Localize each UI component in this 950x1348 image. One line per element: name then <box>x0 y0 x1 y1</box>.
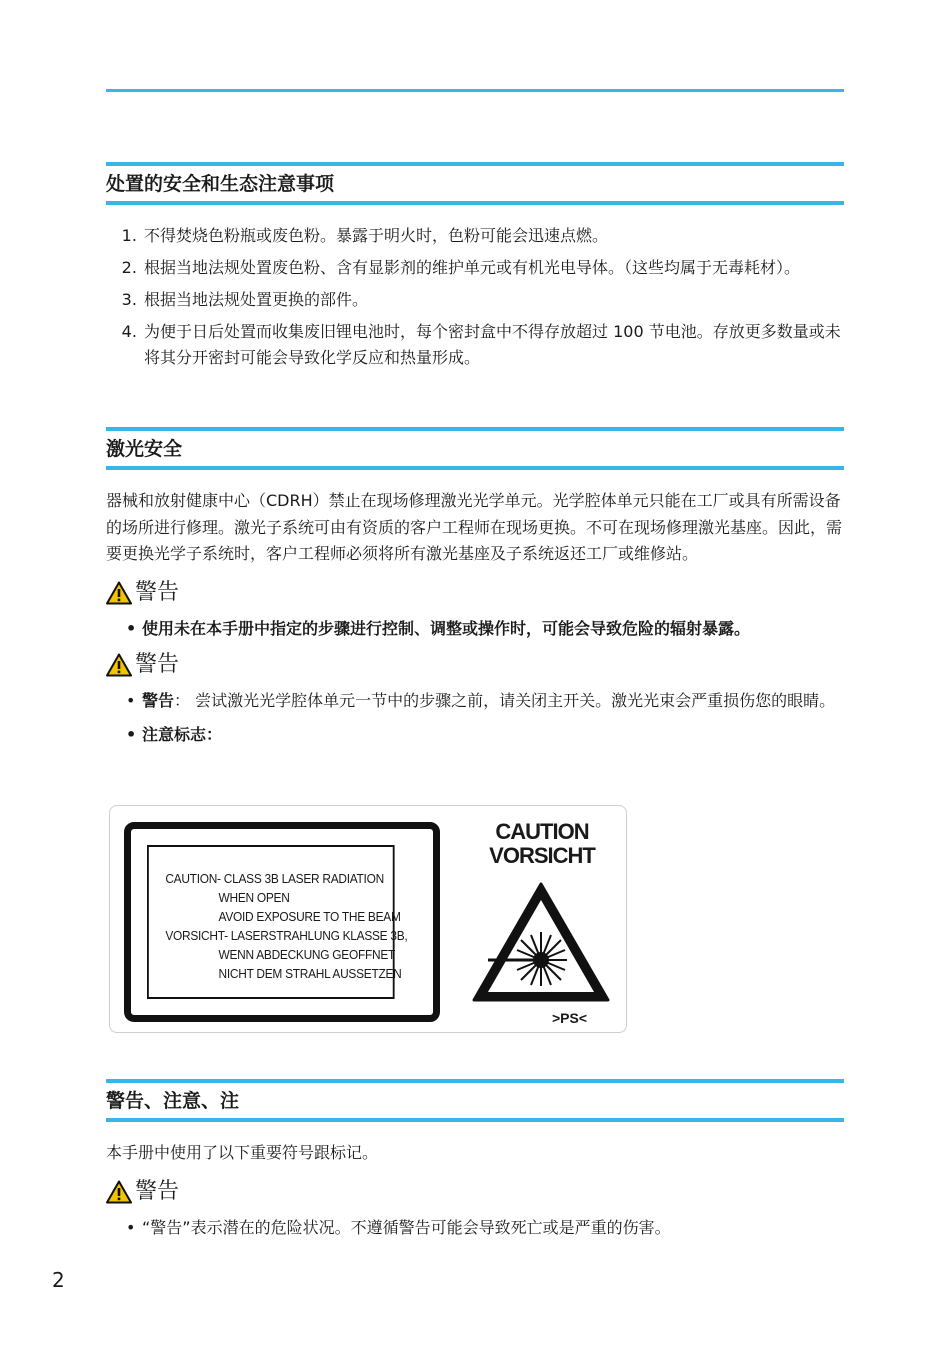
warning-list <box>106 1215 844 1241</box>
label-line: CAUTION- CLASS 3B LASER RADIATION <box>165 871 384 886</box>
warning-label: 警告 <box>135 579 180 605</box>
label-line: AVOID EXPOSURE TO THE BEAM <box>218 909 401 924</box>
symbols-paragraph: 本手册中使用了以下重要符号跟标记。 <box>106 1143 379 1162</box>
label-line: NICHT DEM STRAHL AUSSETZEN <box>218 966 402 981</box>
list-item: 3. 根据当地法规处置更换的部件。 <box>142 287 844 313</box>
laser-hazard-icon <box>470 880 612 1004</box>
section-disposal <box>106 162 844 377</box>
warning-prefix: 警告 <box>142 690 175 710</box>
section-title: 激光安全 <box>106 427 844 470</box>
label-text-block <box>147 845 408 999</box>
caution-word: CAUTION <box>495 819 589 844</box>
laser-paragraph: 器械和放射健康中心（CDRH）禁止在现场修理激光光学单元。光学腔体单元只能在工厂或具有所需设备的场所进行修理。激光子系统可由有资质的客户工程师在现场更换。不可在现场修理激光基座。因此，需要更换光学子系统时，客户工程师必须将所有激光基座及子系统返还工厂或维修站。 <box>106 491 843 563</box>
warning-triangle-icon <box>106 1180 132 1204</box>
list-item: 1. 不得焚烧色粉瓶或废色粉。暴露于明火时，色粉可能会迅速点燃。 <box>142 223 844 249</box>
section-title: 警告、注意、注 <box>106 1079 844 1122</box>
warning-text: ： 尝试激光光学腔体单元一节中的步骤之前，请关闭主开关。激光光束会严重损伤您的眼睛。 <box>174 690 836 710</box>
laser-caution-label <box>109 805 627 1033</box>
list-item: • 使用未在本手册中指定的步骤进行控制、调整或操作时，可能会导致危险的辐射暴露。 <box>142 616 844 642</box>
label-line: WHEN OPEN <box>218 890 290 905</box>
warning-list <box>106 616 844 642</box>
list-item <box>142 688 844 714</box>
section-laser <box>106 427 844 756</box>
disposal-list <box>106 223 844 371</box>
label-line: VORSICHT- LASERSTRAHLUNG KLASSE 3B, <box>165 928 408 943</box>
warning-triangle-icon <box>106 581 132 605</box>
label-line: WENN ABDECKUNG GEOFFNET <box>218 947 396 962</box>
caution-title <box>462 820 622 868</box>
warning-label: 警告 <box>135 651 180 677</box>
warning-heading <box>106 578 844 608</box>
warning-list <box>106 688 844 748</box>
top-rule <box>106 89 844 92</box>
ps-mark: >PS< <box>552 1010 588 1026</box>
list-item: • 注意标志： <box>142 722 844 748</box>
warning-heading <box>106 650 844 680</box>
section-title: 处置的安全和生态注意事项 <box>106 162 844 205</box>
warning-triangle-icon <box>106 653 132 677</box>
section-symbols <box>106 1079 844 1249</box>
warning-heading <box>106 1177 844 1207</box>
page-number: 2 <box>52 1268 65 1292</box>
label-frame <box>124 822 440 1022</box>
list-item: • “警告”表示潜在的危险状况。不遵循警告可能会导致死亡或是严重的伤害。 <box>142 1215 844 1241</box>
list-item: 4. 为便于日后处置而收集废旧锂电池时，每个密封盒中不得存放超过 100 节电池。存放更多数量或未将其分开密封可能会导致化学反应和热量形成。 <box>142 319 844 371</box>
vorsicht-word: VORSICHT <box>489 843 595 868</box>
warning-label: 警告 <box>135 1178 180 1204</box>
list-item: 2. 根据当地法规处置废色粉、含有显影剂的维护单元或有机光电导体。（这些均属于无毒耗材）。 <box>142 255 844 281</box>
